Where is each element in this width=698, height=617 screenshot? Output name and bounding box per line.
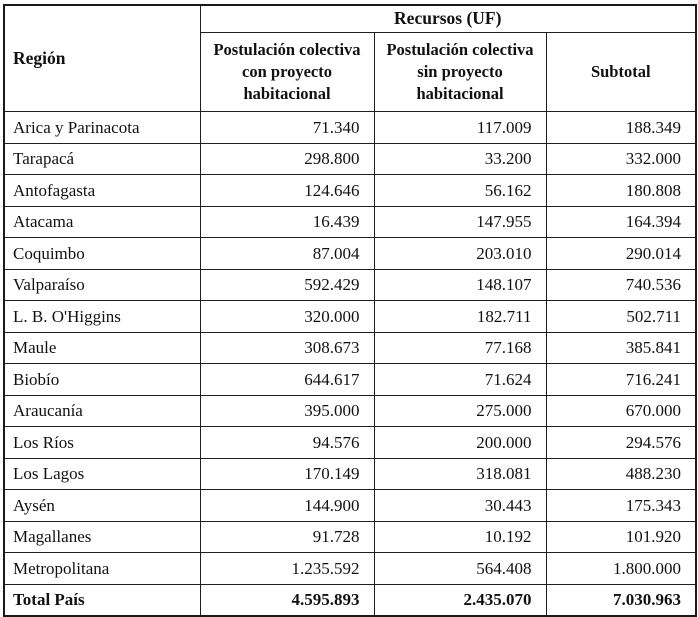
table-row bbox=[4, 521, 696, 553]
con-proyecto-value-cell: 644.617 bbox=[200, 364, 374, 396]
con-proyecto-value-cell: 144.900 bbox=[200, 490, 374, 522]
region-cell: Metropolitana bbox=[4, 553, 200, 585]
sin-proyecto-value-cell: 148.107 bbox=[374, 269, 546, 301]
sin-proyecto-value-cell: 147.955 bbox=[374, 206, 546, 238]
column-header-sin-proyecto: Postulación colectiva sin proyecto habitacional bbox=[374, 33, 546, 112]
region-cell: Magallanes bbox=[4, 521, 200, 553]
con-proyecto-value-cell: 320.000 bbox=[200, 301, 374, 333]
con-proyecto-value-cell: 1.235.592 bbox=[200, 553, 374, 585]
sin-proyecto-value-cell: 56.162 bbox=[374, 175, 546, 207]
region-cell: Arica y Parinacota bbox=[4, 112, 200, 144]
sin-proyecto-value-cell: 77.168 bbox=[374, 332, 546, 364]
con-proyecto-value-cell: 170.149 bbox=[200, 458, 374, 490]
table-row bbox=[4, 175, 696, 207]
sin-proyecto-value-cell: 564.408 bbox=[374, 553, 546, 585]
region-cell: L. B. O'Higgins bbox=[4, 301, 200, 333]
con-proyecto-value-cell: 71.340 bbox=[200, 112, 374, 144]
subtotal-value-cell: 294.576 bbox=[546, 427, 696, 459]
region-cell: Aysén bbox=[4, 490, 200, 522]
sin-proyecto-value-cell: 200.000 bbox=[374, 427, 546, 459]
con-proyecto-value-cell: 395.000 bbox=[200, 395, 374, 427]
recursos-uf-table bbox=[3, 4, 697, 617]
table-body bbox=[4, 112, 696, 617]
table-row bbox=[4, 364, 696, 396]
subtotal-value-cell: 332.000 bbox=[546, 143, 696, 175]
column-header-con-proyecto: Postulación colectiva con proyecto habitacional bbox=[200, 33, 374, 112]
region-cell: Araucanía bbox=[4, 395, 200, 427]
region-cell: Biobío bbox=[4, 364, 200, 396]
subtotal-value-cell: 290.014 bbox=[546, 238, 696, 270]
subtotal-value-cell: 488.230 bbox=[546, 458, 696, 490]
subtotal-value-cell: 101.920 bbox=[546, 521, 696, 553]
con-proyecto-value-cell: 124.646 bbox=[200, 175, 374, 207]
sin-proyecto-value-cell: 117.009 bbox=[374, 112, 546, 144]
sin-proyecto-value-cell: 318.081 bbox=[374, 458, 546, 490]
region-cell: Los Lagos bbox=[4, 458, 200, 490]
table-row bbox=[4, 143, 696, 175]
table-row bbox=[4, 332, 696, 364]
table-header bbox=[4, 5, 696, 112]
subtotal-value-cell: 670.000 bbox=[546, 395, 696, 427]
subtotal-value-cell: 1.800.000 bbox=[546, 553, 696, 585]
con-proyecto-value-cell: 94.576 bbox=[200, 427, 374, 459]
subtotal-value-cell: 175.343 bbox=[546, 490, 696, 522]
sin-proyecto-value-cell: 71.624 bbox=[374, 364, 546, 396]
con-proyecto-value-cell: 16.439 bbox=[200, 206, 374, 238]
region-cell: Los Ríos bbox=[4, 427, 200, 459]
table-row bbox=[4, 458, 696, 490]
table-row bbox=[4, 427, 696, 459]
sin-proyecto-value-cell: 30.443 bbox=[374, 490, 546, 522]
region-cell: Valparaíso bbox=[4, 269, 200, 301]
subtotal-value-cell: 502.711 bbox=[546, 301, 696, 333]
table-row bbox=[4, 301, 696, 333]
sin-proyecto-value-cell: 203.010 bbox=[374, 238, 546, 270]
table-row bbox=[4, 395, 696, 427]
subtotal-value-cell: 740.536 bbox=[546, 269, 696, 301]
con-proyecto-value-cell: 592.429 bbox=[200, 269, 374, 301]
sin-proyecto-value-cell: 275.000 bbox=[374, 395, 546, 427]
sin-proyecto-value-cell: 2.435.070 bbox=[374, 584, 546, 616]
con-proyecto-value-cell: 4.595.893 bbox=[200, 584, 374, 616]
sin-proyecto-value-cell: 33.200 bbox=[374, 143, 546, 175]
table-row bbox=[4, 553, 696, 585]
region-cell: Tarapacá bbox=[4, 143, 200, 175]
table-row bbox=[4, 238, 696, 270]
group-header-row bbox=[4, 5, 696, 33]
column-header-subtotal: Subtotal bbox=[546, 33, 696, 112]
subtotal-value-cell: 385.841 bbox=[546, 332, 696, 364]
sin-proyecto-value-cell: 10.192 bbox=[374, 521, 546, 553]
region-cell: Antofagasta bbox=[4, 175, 200, 207]
subtotal-value-cell: 180.808 bbox=[546, 175, 696, 207]
con-proyecto-value-cell: 308.673 bbox=[200, 332, 374, 364]
table-row bbox=[4, 490, 696, 522]
subtotal-value-cell: 164.394 bbox=[546, 206, 696, 238]
total-row bbox=[4, 584, 696, 616]
con-proyecto-value-cell: 87.004 bbox=[200, 238, 374, 270]
subtotal-value-cell: 188.349 bbox=[546, 112, 696, 144]
con-proyecto-value-cell: 298.800 bbox=[200, 143, 374, 175]
recursos-group-header: Recursos (UF) bbox=[200, 5, 696, 33]
sin-proyecto-value-cell: 182.711 bbox=[374, 301, 546, 333]
region-column-header: Región bbox=[4, 5, 200, 112]
region-cell: Atacama bbox=[4, 206, 200, 238]
con-proyecto-value-cell: 91.728 bbox=[200, 521, 374, 553]
subtotal-value-cell: 7.030.963 bbox=[546, 584, 696, 616]
table-row bbox=[4, 206, 696, 238]
region-cell: Coquimbo bbox=[4, 238, 200, 270]
table-row bbox=[4, 269, 696, 301]
subtotal-value-cell: 716.241 bbox=[546, 364, 696, 396]
region-cell: Maule bbox=[4, 332, 200, 364]
table-row bbox=[4, 112, 696, 144]
region-cell: Total País bbox=[4, 584, 200, 616]
